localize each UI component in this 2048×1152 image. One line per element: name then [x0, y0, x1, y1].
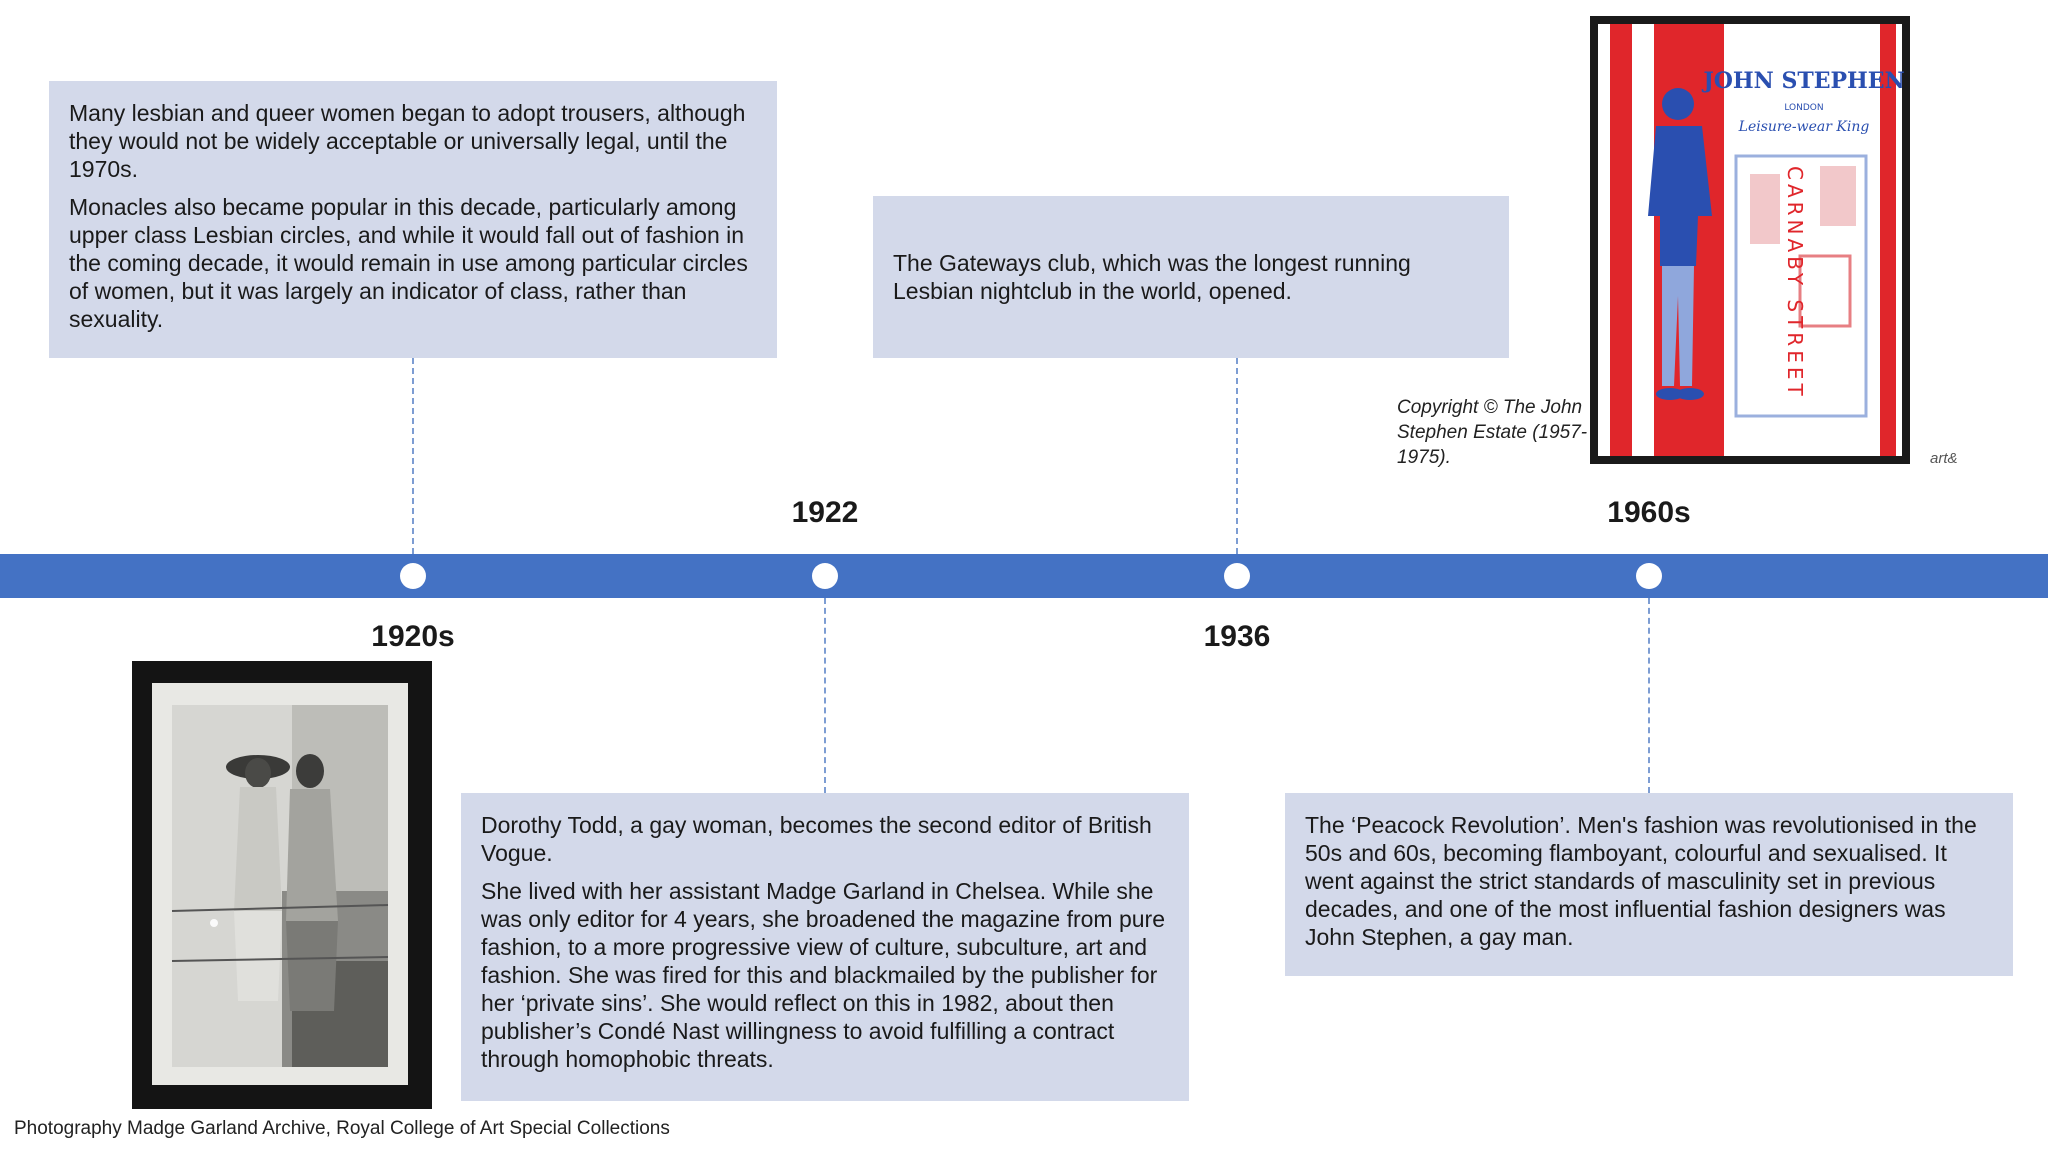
event-box-1936: [873, 196, 1509, 358]
art-logo: art&: [1930, 450, 1958, 467]
poster-title: JOHN STEPHEN: [1703, 68, 1905, 94]
timeline-marker-1920s: [400, 563, 426, 589]
poster-street: CARNABY STREET: [1783, 166, 1807, 400]
event-text: She lived with her assistant Madge Garland in Chelsea. While she was only editor for 4 years, she broadened the magazine from pure fashion, to a more progressive view of culture, subculture, art and fashion. She was fired for this and blackmailed by the publisher for her ‘private sins’. She would reflect on this in 1982, about then publisher’s Condé Nast willingness to avoid fulfilling a contract through homophobic threats.: [481, 878, 1165, 1072]
poster-subtitle: LONDON: [1784, 103, 1824, 113]
event-text: The ‘Peacock Revolution’. Men's fashion was revolutionised in the 50s and 60s, becoming flamboyant, colourful and sexualised. It went against the strict standards of masculinity set in previous decades, and one of the most influential fashion designers was John Stephen, a gay man.: [1305, 812, 1977, 950]
timeline-marker-1936: [1224, 563, 1250, 589]
connector-1960s: [1648, 588, 1650, 793]
poster-tagline: Leisure-wear King: [1738, 119, 1870, 135]
event-box-1920s: [49, 81, 777, 358]
year-label: 1960s: [1607, 496, 1691, 529]
poster-copyright-caption: Copyright © The John Stephen Estate (1957-1975).: [1397, 397, 1588, 468]
connector-1920s: [412, 358, 414, 564]
connector-1922: [824, 588, 826, 793]
year-label: 1922: [791, 496, 859, 529]
event-text: The Gateways club, which was the longest running Lesbian nightclub in the world, opened.: [893, 250, 1411, 304]
timeline-marker-1922: [812, 563, 838, 589]
photo-credit: Photography Madge Garland Archive, Royal College of Art Special Collections: [14, 1118, 670, 1139]
event-box-1960s: [1285, 793, 2013, 976]
event-text: Dorothy Todd, a gay woman, becomes the second editor of British Vogue.: [481, 812, 1152, 866]
event-text: Monacles also became popular in this decade, particularly among upper class Lesbian circles, and while it would fall out of fashion in the coming decade, it would remain in use among particular circles of women, but it was largely an indicator of class, rather than sexuality.: [69, 194, 748, 332]
connector-1936: [1236, 358, 1238, 564]
timeline-marker-1960s: [1636, 563, 1662, 589]
year-label: 1920s: [371, 620, 455, 653]
timeline-band: [0, 554, 2048, 598]
year-label: 1936: [1203, 620, 1271, 653]
event-box-1922: [461, 793, 1189, 1101]
event-text: Many lesbian and queer women began to adopt trousers, although they would not be widely acceptable or universally legal, until the 1970s.: [69, 100, 746, 182]
john-stephen-poster: [1590, 16, 1910, 464]
vintage-photograph: [132, 661, 432, 1109]
